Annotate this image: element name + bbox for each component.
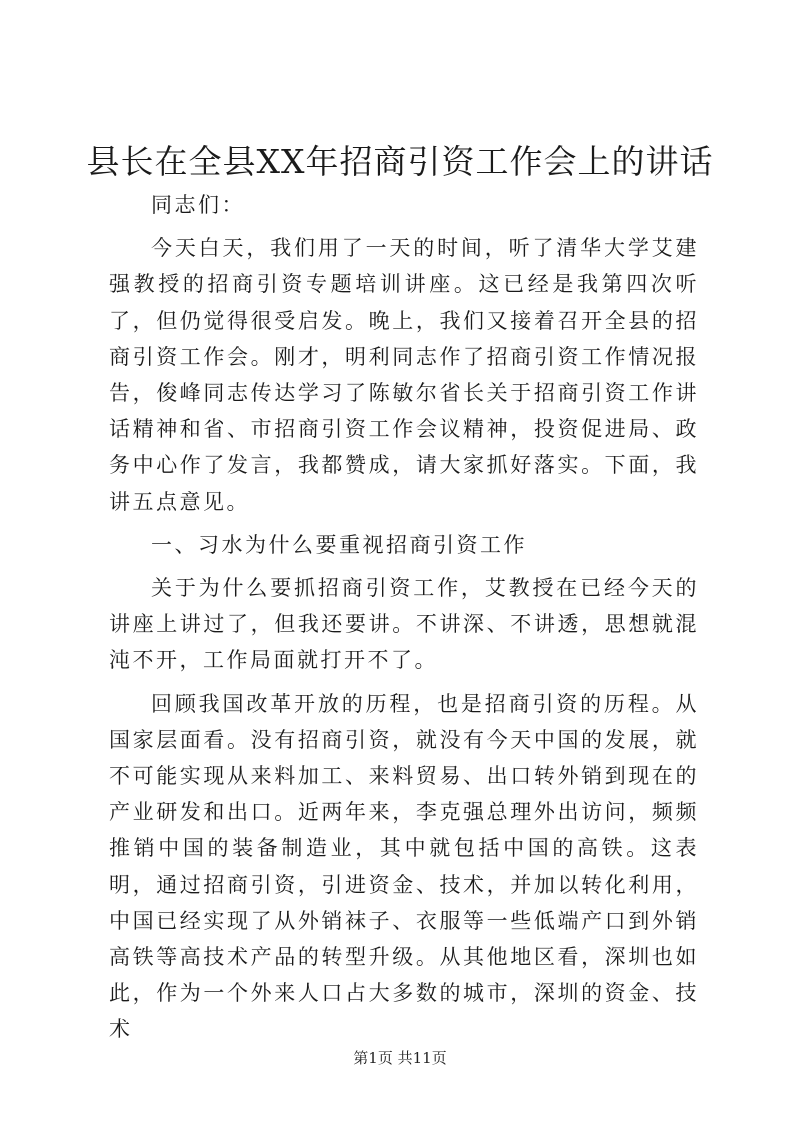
salutation: 同志们：: [151, 193, 245, 217]
paragraph-why: 关于为什么要抓招商引资工作，艾教授在已经今天的讲座上讲过了，但我还要讲。不讲深、不讲透，思想就混沌不开，工作局面就打开不了。: [109, 576, 699, 673]
paragraph-review: 回顾我国改革开放的历程，也是招商引资的历程。从国家层面看。没有招商引资，就没有今天中国的发展，就不可能实现从来料加工、来料贸易、出口转外销到现在的产业研发和出口。近两年来，李克强总理外出访问，频频推销中国的装备制造业，其中就包括中国的高铁。这表明，通过招商引资，引进资金、技术，并加以转化利用，中国已经实现了从外销袜子、衣服等一些低端产口到外销高铁等高技术产品的转型升级。从其他地区看，深圳也如此，作为一个外来人口占大多数的城市，深圳的资金、技术: [109, 691, 699, 1042]
page-number-footer: 第1页 共11页: [353, 1049, 447, 1067]
document-title: 县长在全县XX年招商引资工作会上的讲话: [86, 142, 714, 181]
document-body: [109, 187, 699, 1048]
paragraph-opening: 今天白天，我们用了一天的时间，听了清华大学艾建强教授的招商引资专题培训讲座。这已经是我第四次听了，但仍觉得很受启发。晚上，我们又接着召开全县的招商引资工作会。刚才，明利同志作了招商引资工作情况报告，俊峰同志传达学习了陈敏尔省长关于招商引资工作讲话精神和省、市招商引资工作会议精神，投资促进局、政务中心作了发言，我都赞成，请大家抓好落实。下面，我讲五点意见。: [109, 236, 699, 514]
section-heading-1: 一、习水为什么要重视招商引资工作: [151, 532, 527, 557]
